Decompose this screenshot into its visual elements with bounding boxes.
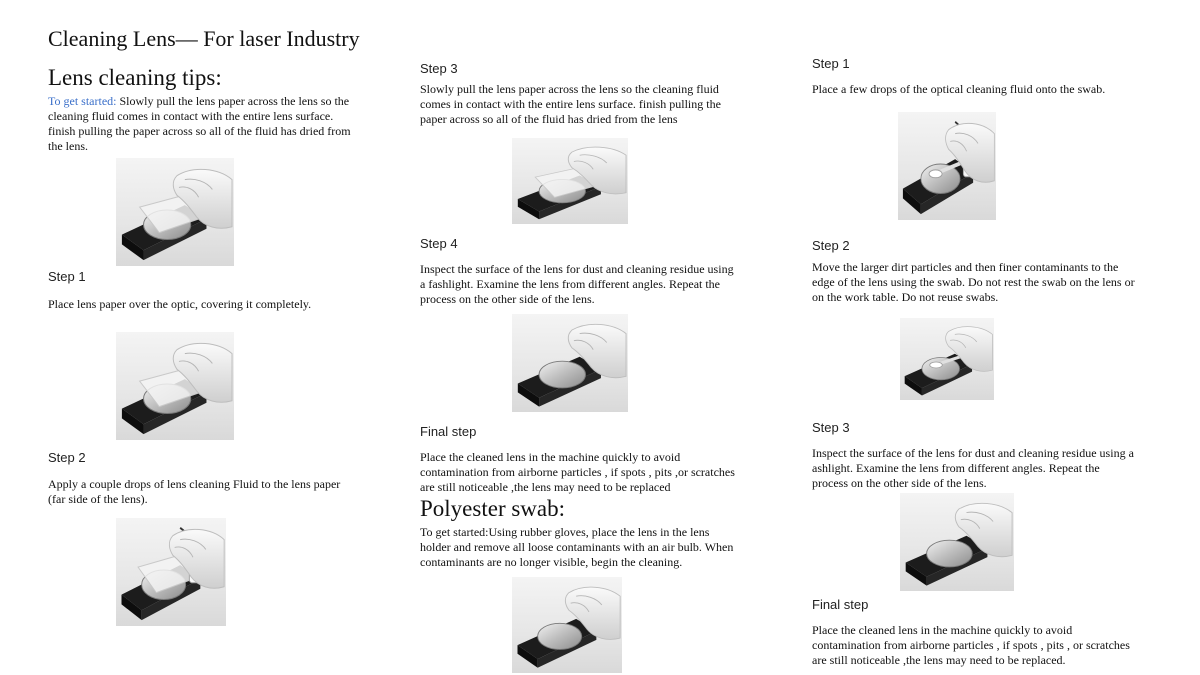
swab-step3-label: Step 3	[812, 420, 850, 435]
lens-step1-text: Place lens paper over the optic, covering it completely.	[48, 297, 312, 311]
lens-step4-label: Step 4	[420, 236, 458, 251]
lens-step3-text: Slowly pull the lens paper across the lens so the cleaning fluid comes in contact with the entire lens surface. finish pulling the paper across so all of the fluid has dried from the lens	[420, 82, 721, 126]
swab-final-step-text: Place the cleaned lens in the machine quickly to avoid contamination from airborne particles , if spots , pits , or scratches are still noticeable ,the lens may need to be replaced.	[812, 623, 1130, 667]
intro-label: To get started:	[48, 94, 117, 108]
lens-final-step-text: Place the cleaned lens in the machine quickly to avoid contamination from airborne particles , if spots , pits ,or scratches are still noticeable ,the lens may need to be replaced	[420, 450, 735, 494]
swab-step2-label: Step 2	[812, 238, 850, 253]
photo-swab-inspecting-lens	[900, 493, 1014, 591]
lens-step2-text: Apply a couple drops of lens cleaning Fluid to the lens paper (far side of the lens).	[48, 477, 341, 506]
lens-final-step-label: Final step	[420, 424, 477, 439]
lens-cleaning-heading: Lens cleaning tips:	[48, 65, 222, 90]
lens-step4-text: Inspect the surface of the lens for dust and cleaning residue using a fashlight. Examine the lens from different angles. Repeat the process on the other side of the lens.	[420, 262, 734, 306]
photo-applying-fluid	[116, 518, 226, 626]
swab-step1-text: Place a few drops of the optical cleaning fluid onto the swab.	[812, 82, 1106, 96]
lens-step1-label: Step 1	[48, 269, 86, 284]
lens-step2-label: Step 2	[48, 450, 86, 465]
photo-paper-across-lens	[512, 138, 628, 224]
lens-cleaning-intro	[48, 94, 356, 154]
swab-final-step-label: Final step	[812, 597, 869, 612]
swab-step3-text: Inspect the surface of the lens for dust and cleaning residue using a ashlight. Examine the lens from different angles. Repeat the process on the other side of the lens.	[812, 446, 1134, 490]
swab-step2-text: Move the larger dirt particles and then finer contaminants to the edge of the lens using the swab. Do not rest the swab on the lens or on the work table. Do not reuse swabs.	[812, 260, 1135, 304]
photo-pulling-lens-paper	[116, 158, 234, 266]
intro-text: Slowly pull the lens paper across the lens so the cleaning fluid comes in contact with the entire lens surface. finish pulling the paper across so all of the fluid has dried from the lens.	[48, 94, 351, 153]
document-title: Cleaning Lens— For laser Industry	[48, 26, 360, 51]
photo-swab-wiping-lens	[900, 318, 994, 400]
lens-step3-label: Step 3	[420, 61, 458, 76]
photo-inspecting-lens	[512, 314, 628, 412]
photo-lens-in-holder	[512, 577, 622, 673]
photo-drops-on-swab	[898, 112, 996, 220]
polyester-swab-heading: Polyester swab:	[420, 496, 566, 521]
swab-intro-text: To get started:Using rubber gloves, place the lens in the lens holder and remove all loose contaminants with an air bulb. When contaminants are no longer visible, begin the cleaning.	[420, 525, 734, 569]
photo-lens-paper-over-optic	[116, 332, 234, 440]
swab-step1-label: Step 1	[812, 56, 850, 71]
